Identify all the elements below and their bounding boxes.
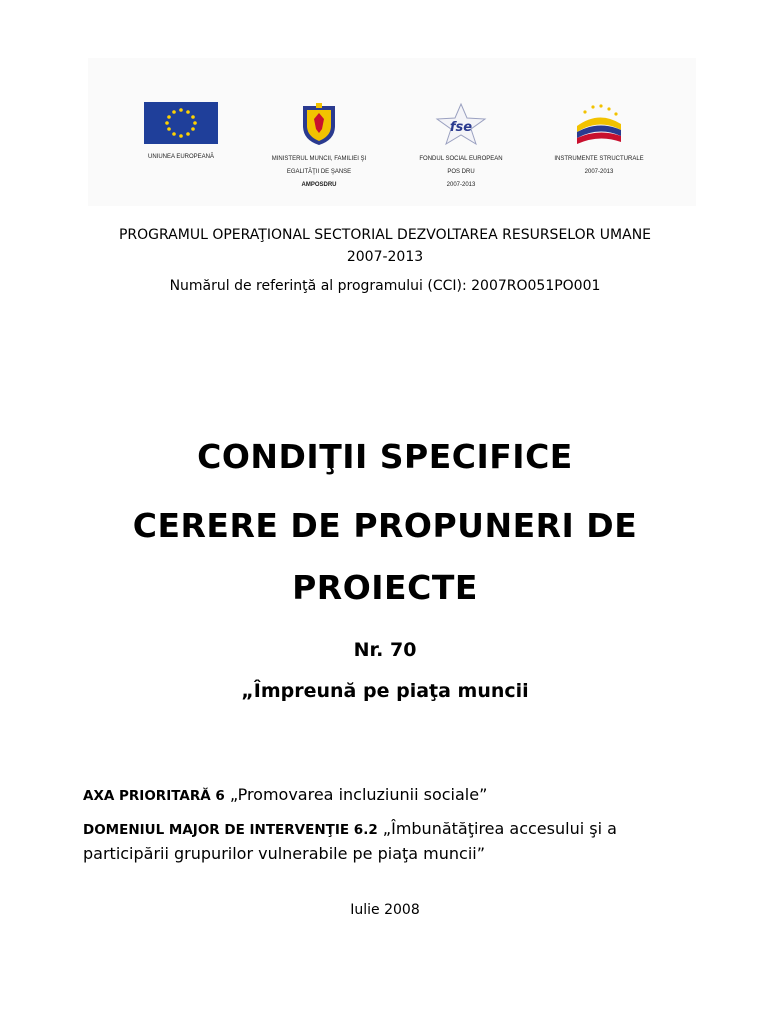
fse-caption-3: 2007-2013 (446, 182, 476, 188)
fse-mark: fse (449, 120, 473, 135)
document-date: Iulie 2008 (350, 902, 420, 918)
fse-caption-2: POS DRU (447, 169, 475, 175)
priority-axis-text: „Promovarea incluziunii sociale” (224, 785, 488, 804)
ministry-caption-1: MINISTERUL MUNCII, FAMILIEI ŞI (271, 156, 367, 162)
intervention-domain (83, 817, 703, 866)
fse-star-icon (433, 102, 489, 146)
structural-instruments-logo (524, 102, 674, 176)
ministry-caption-3: AMPOSDRU (301, 182, 337, 188)
structural-instruments-icon (571, 102, 627, 146)
program-reference: Numărul de referinţă al programului (CCI): 2007RO051PO001 (169, 278, 601, 294)
program-title-line1: PROGRAMUL OPERAŢIONAL SECTORIAL DEZVOLTAREA RESURSELOR UMANE (118, 227, 652, 243)
fse-caption-1: FONDUL SOCIAL EUROPEAN (419, 156, 503, 162)
document-title-line3: PROIECTE (292, 568, 478, 607)
is-caption-1: INSTRUMENTE STRUCTURALE (554, 156, 644, 162)
romania-coat-of-arms-icon (299, 102, 339, 146)
program-title-line2: 2007-2013 (346, 249, 424, 265)
eu-logo (106, 102, 256, 161)
is-caption-2: 2007-2013 (584, 169, 614, 175)
call-subtitle: „Împreună pe piaţa muncii (241, 680, 529, 702)
document-title-line1: CONDIŢII SPECIFICE (197, 437, 573, 476)
ministry-logo (244, 102, 394, 189)
intervention-domain-label: DOMENIUL MAJOR DE INTERVENŢIE 6.2 (83, 822, 378, 838)
eu-caption: UNIUNEA EUROPEANĂ (147, 154, 214, 160)
priority-axis-label: AXA PRIORITARĂ 6 (83, 788, 225, 804)
logo-banner (88, 58, 696, 206)
intervention-domain-text: „Îmbunătăţirea accesului şi a participării grupurilor vulnerabile pe piaţa muncii” (83, 819, 617, 863)
call-number: Nr. 70 (353, 639, 417, 661)
priority-axis (83, 785, 487, 804)
fse-logo (386, 102, 536, 189)
eu-flag-icon (144, 102, 218, 144)
document-title-line2: CERERE DE PROPUNERI DE (132, 506, 638, 545)
ministry-caption-2: EGALITĂŢII DE ŞANSE (286, 169, 352, 175)
